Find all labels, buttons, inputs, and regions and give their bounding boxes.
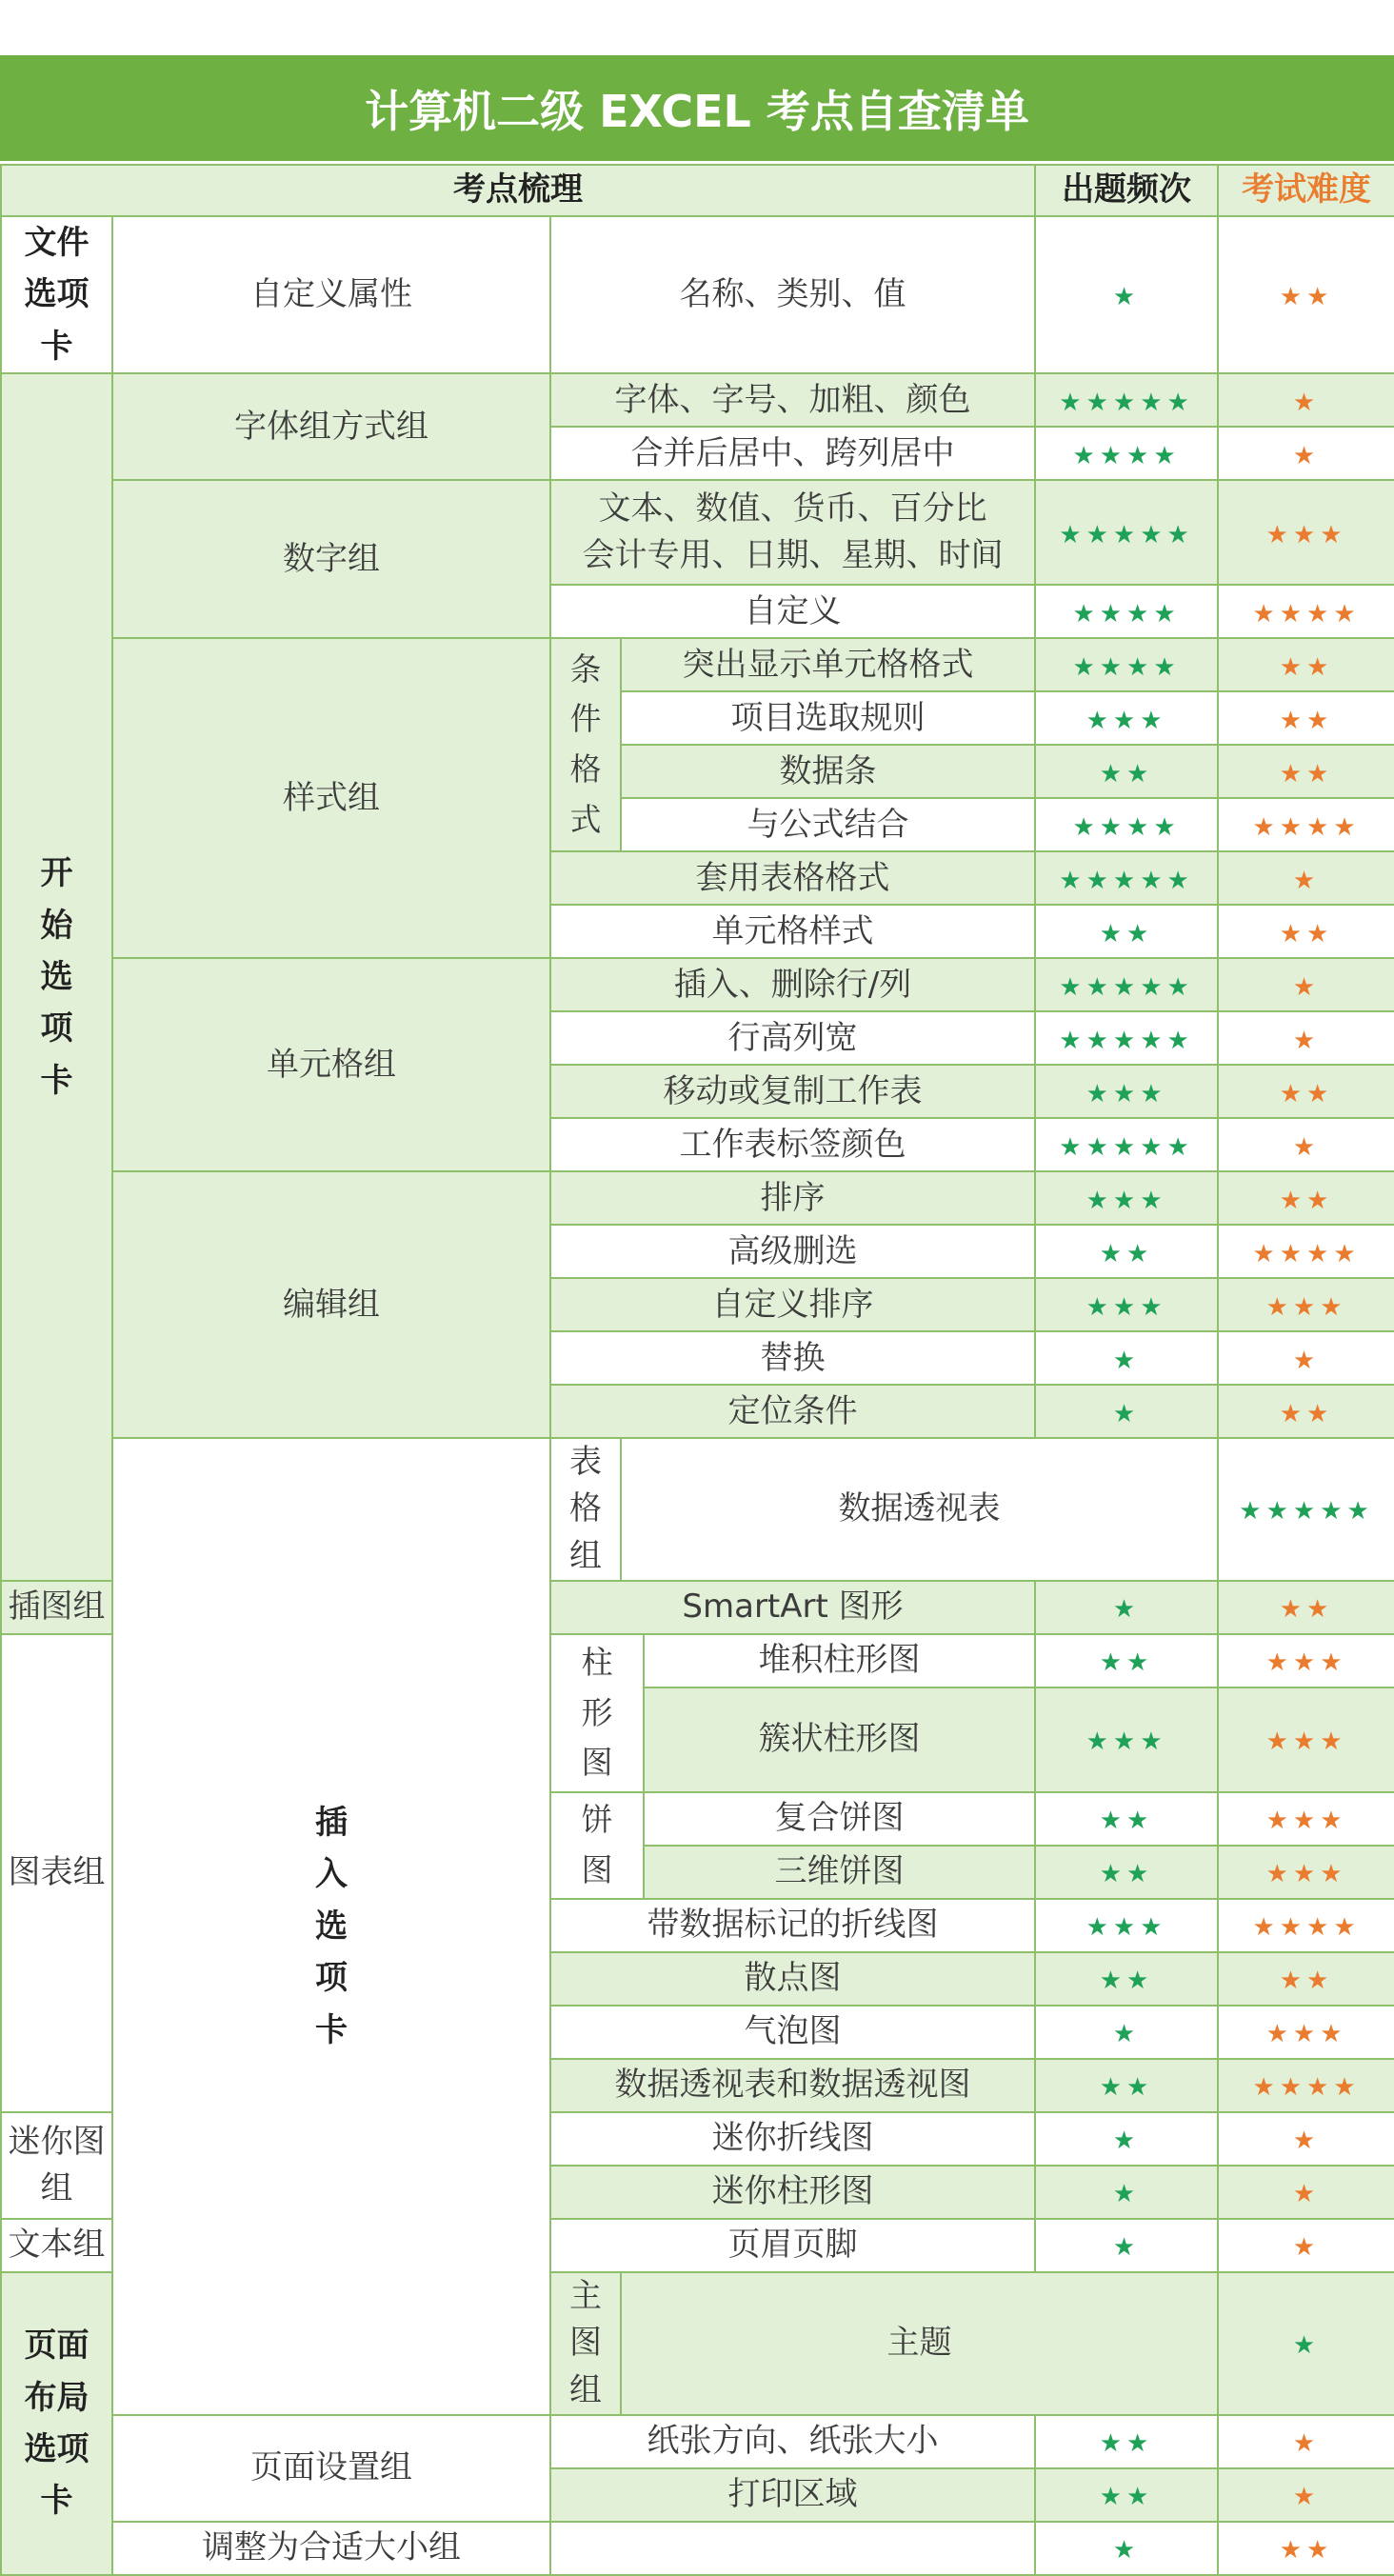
item-advanced-filter: 高级删选: [550, 1225, 1035, 1278]
difficulty-stars: ★★★★: [1252, 812, 1361, 842]
item-pie-3d: 三维饼图: [644, 1846, 1035, 1899]
frequency-stars: ★: [1112, 2233, 1141, 2263]
sublabel-pie-chart: 饼图: [550, 1792, 644, 1899]
item-print-area: 打印区域: [550, 2468, 1035, 2522]
group-illustration: 插图组: [1, 1581, 112, 1634]
frequency-stars: ★★★★★: [1059, 1132, 1194, 1162]
tab-file: 文件选项卡: [1, 216, 112, 373]
header-topic: 考点梳理: [1, 165, 1035, 216]
frequency-stars: ★★★: [1085, 1079, 1167, 1108]
item-row-col-size: 行高列宽: [550, 1011, 1035, 1065]
frequency-stars: ★★★★: [1072, 441, 1181, 470]
item-clustered-column: 簇状柱形图: [644, 1687, 1035, 1792]
item-pivot-table: 数据透视表: [621, 1438, 1218, 1581]
difficulty-stars: ★★★: [1265, 1727, 1347, 1757]
frequency-stars: ★★★★★: [1239, 1497, 1374, 1527]
frequency-stars: ★★★★: [1072, 652, 1181, 682]
header-difficulty: 考试难度: [1218, 165, 1394, 216]
difficulty-stars: ★★★: [1265, 2020, 1347, 2049]
frequency-stars: ★★: [1099, 759, 1154, 789]
frequency-stars: ★★: [1099, 2429, 1154, 2459]
item-highlight-rules: 突出显示单元格格式: [621, 638, 1035, 691]
group-style: 样式组: [112, 638, 550, 958]
item-paper: 纸张方向、纸张大小: [550, 2415, 1035, 2468]
difficulty-stars: ★★: [1279, 652, 1334, 682]
page-title: 计算机二级 EXCEL 考点自查清单: [0, 55, 1394, 161]
frequency-stars: ★: [1112, 1595, 1141, 1625]
frequency-stars: ★: [1112, 2127, 1141, 2156]
difficulty-stars: ★★: [1279, 1399, 1334, 1428]
difficulty-stars: ★★★★: [1252, 1913, 1361, 1943]
difficulty-stars: ★★: [1279, 1967, 1334, 1996]
difficulty-stars: ★: [1292, 2127, 1321, 2156]
frequency-stars: ★★★★: [1072, 812, 1181, 842]
difficulty-stars: ★: [1292, 2483, 1321, 2512]
difficulty-stars: ★★★: [1265, 1807, 1347, 1836]
frequency-stars: ★★★: [1085, 1186, 1167, 1215]
item-line-markers: 带数据标记的折线图: [550, 1899, 1035, 1952]
item-custom: 自定义: [550, 585, 1035, 638]
item-stacked-column: 堆积柱形图: [644, 1634, 1035, 1687]
item-cell-style: 单元格样式: [550, 905, 1035, 958]
header-frequency: 出题频次: [1035, 165, 1218, 216]
group-font: 字体组方式组: [112, 373, 550, 480]
difficulty-stars: ★: [1292, 1346, 1321, 1375]
difficulty-stars: ★★★: [1265, 1860, 1347, 1889]
frequency-stars: ★★: [1099, 919, 1154, 949]
group-number: 数字组: [112, 480, 550, 638]
difficulty-stars: ★: [1292, 1026, 1321, 1055]
frequency-stars: ★★★★★: [1059, 520, 1194, 549]
item-smartart: SmartArt 图形: [550, 1581, 1035, 1634]
frequency-stars: ★: [1292, 2331, 1321, 2361]
difficulty-stars: ★★★: [1265, 1292, 1347, 1322]
frequency-stars: ★★★: [1085, 1292, 1167, 1322]
frequency-stars: ★: [1112, 1399, 1141, 1428]
difficulty-stars: ★★: [1279, 1186, 1334, 1215]
frequency-stars: ★★: [1099, 2073, 1154, 2103]
frequency-stars: ★★★: [1085, 706, 1167, 735]
item-table-format: 套用表格格式: [550, 851, 1035, 905]
difficulty-stars: ★★: [1279, 706, 1334, 735]
difficulty-stars: ★★: [1279, 1079, 1334, 1108]
group-custom-props: 自定义属性: [112, 216, 550, 373]
frequency-stars: ★: [1112, 2180, 1141, 2209]
item-custom-sort: 自定义排序: [550, 1278, 1035, 1331]
item-number-formats: 文本、数值、货币、百分比 会计专用、日期、星期、时间: [550, 480, 1035, 585]
group-sparkline: 迷你图组: [1, 2112, 112, 2219]
group-chart: 图表组: [1, 1634, 112, 2112]
group-scale: 调整为合适大小组: [112, 2522, 550, 2575]
item-insert-delete: 插入、删除行/列: [550, 958, 1035, 1011]
sublabel-column-chart: 柱形图: [550, 1634, 644, 1792]
checklist-table: [0, 164, 1394, 2576]
item-top-rules: 项目选取规则: [621, 691, 1035, 745]
difficulty-stars: ★: [1292, 388, 1321, 417]
item-data-bars: 数据条: [621, 745, 1035, 798]
frequency-stars: ★★★★★: [1059, 866, 1194, 895]
difficulty-stars: ★: [1292, 972, 1321, 1002]
item-pie-of-pie: 复合饼图: [644, 1792, 1035, 1846]
item-sparkline-line: 迷你折线图: [550, 2112, 1035, 2166]
frequency-stars: ★★★: [1085, 1913, 1167, 1943]
item-name-cat-val: 名称、类别、值: [550, 216, 1035, 373]
difficulty-stars: ★★★★: [1252, 1239, 1361, 1268]
item-sort: 排序: [550, 1171, 1035, 1225]
group-page-setup: 页面设置组: [112, 2415, 550, 2522]
frequency-stars: ★★: [1099, 2483, 1154, 2512]
group-text: 文本组: [1, 2219, 112, 2272]
item-sparkline-column: 迷你柱形图: [550, 2166, 1035, 2219]
difficulty-stars: ★★: [1279, 759, 1334, 789]
tab-insert: 插入选项卡: [112, 1438, 550, 2415]
difficulty-stars: ★: [1292, 441, 1321, 470]
item-scatter: 散点图: [550, 1952, 1035, 2006]
item-empty: [550, 2522, 1035, 2575]
group-table: 表格组: [550, 1438, 621, 1581]
frequency-stars: ★★: [1099, 1648, 1154, 1678]
difficulty-stars: ★★★★: [1252, 599, 1361, 629]
item-pivot-table-chart: 数据透视表和数据透视图: [550, 2059, 1035, 2112]
group-theme: 主图组: [550, 2272, 621, 2415]
item-with-formula: 与公式结合: [621, 798, 1035, 851]
frequency-stars: ★★: [1099, 1967, 1154, 1996]
difficulty-stars: ★: [1292, 2180, 1321, 2209]
frequency-stars: ★★★★★: [1059, 388, 1194, 417]
group-edit: 编辑组: [112, 1171, 550, 1438]
frequency-stars: ★★★★★: [1059, 1026, 1194, 1055]
difficulty-stars: ★★: [1279, 282, 1334, 311]
difficulty-stars: ★★★: [1265, 1648, 1347, 1678]
group-cell: 单元格组: [112, 958, 550, 1171]
item-goto-special: 定位条件: [550, 1385, 1035, 1438]
item-replace: 替换: [550, 1331, 1035, 1385]
item-font-style: 字体、字号、加粗、颜色: [550, 373, 1035, 427]
item-tab-color: 工作表标签颜色: [550, 1118, 1035, 1171]
item-bubble: 气泡图: [550, 2006, 1035, 2059]
item-header-footer: 页眉页脚: [550, 2219, 1035, 2272]
item-theme: 主题: [621, 2272, 1218, 2415]
difficulty-stars: ★: [1292, 2429, 1321, 2459]
difficulty-stars: ★: [1292, 1132, 1321, 1162]
frequency-stars: ★★: [1099, 1239, 1154, 1268]
frequency-stars: ★★★★: [1072, 599, 1181, 629]
tab-home: 开始选项卡: [1, 373, 112, 1581]
frequency-stars: ★★★: [1085, 1727, 1167, 1757]
frequency-stars: ★: [1112, 1346, 1141, 1375]
difficulty-stars: ★★★: [1265, 520, 1347, 549]
difficulty-stars: ★: [1292, 866, 1321, 895]
item-merge-center: 合并后居中、跨列居中: [550, 427, 1035, 480]
frequency-stars: ★: [1112, 282, 1141, 311]
frequency-stars: ★: [1112, 2536, 1141, 2566]
difficulty-stars: ★★★★: [1252, 2073, 1361, 2103]
frequency-stars: ★★★★★: [1059, 972, 1194, 1002]
tab-layout: 页面布局选项卡: [1, 2272, 112, 2575]
frequency-stars: ★: [1112, 2020, 1141, 2049]
difficulty-stars: ★★: [1279, 2536, 1334, 2566]
difficulty-stars: ★★: [1279, 1595, 1334, 1625]
difficulty-stars: ★: [1292, 2233, 1321, 2263]
difficulty-stars: ★★: [1279, 919, 1334, 949]
frequency-stars: ★★: [1099, 1860, 1154, 1889]
sublabel-conditional-format: 条件格式: [550, 638, 621, 851]
frequency-stars: ★★: [1099, 1807, 1154, 1836]
item-move-copy-sheet: 移动或复制工作表: [550, 1065, 1035, 1118]
